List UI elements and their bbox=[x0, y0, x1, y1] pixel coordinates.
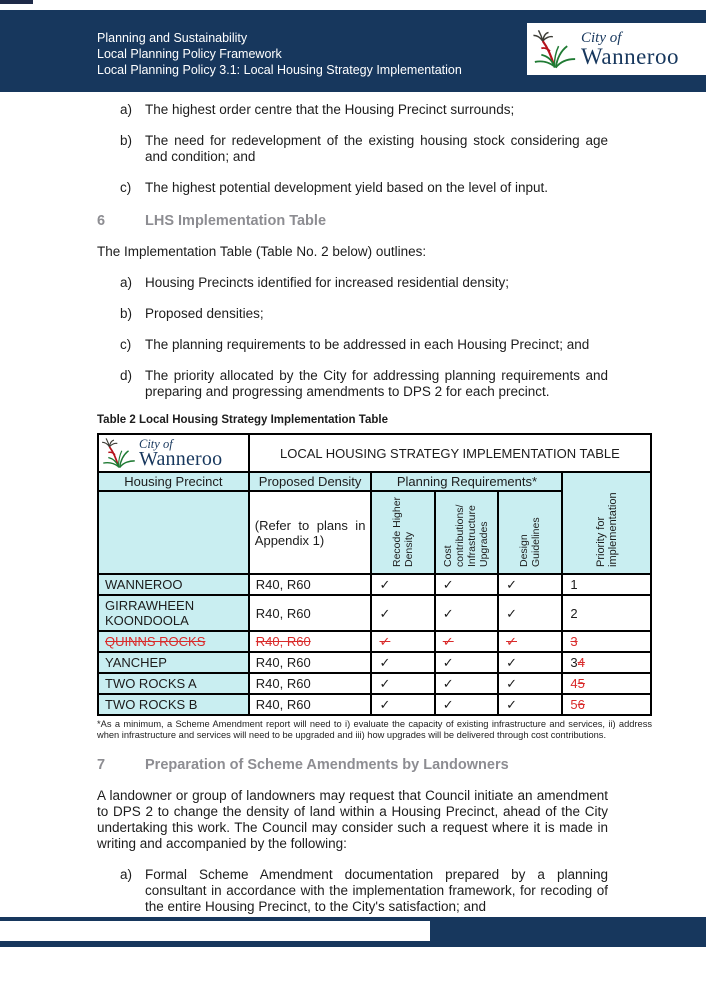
list-item bbox=[97, 133, 608, 165]
list-item bbox=[97, 275, 608, 291]
check-cell: ✓ bbox=[371, 631, 434, 652]
check-cell: ✓ bbox=[371, 574, 434, 595]
density-cell: R40, R60 bbox=[249, 631, 372, 652]
check-cell: ✓ bbox=[371, 694, 434, 715]
document-body bbox=[97, 92, 655, 946]
check-cell: ✓ bbox=[371, 652, 434, 673]
table-row bbox=[98, 595, 651, 631]
density-cell: R40, R60 bbox=[249, 673, 372, 694]
table-row bbox=[98, 652, 651, 673]
precinct-cell: GIRRAWHEEN KOONDOOLA bbox=[98, 595, 249, 631]
table-title: LOCAL HOUSING STRATEGY IMPLEMENTATION TABLE bbox=[249, 434, 651, 472]
priority-cell: 34 bbox=[562, 652, 651, 673]
list-text: The highest potential development yield based on the level of input. bbox=[145, 180, 549, 195]
list-text: The priority allocated by the City for addressing planning requirements and preparing and progressing amendments to DPS 2 for each precinct. bbox=[145, 368, 608, 399]
list-text: Proposed densities; bbox=[145, 306, 264, 321]
section-7-intro: A landowner or group of landowners may request that Council initiate an amendment to DPS 2 to change the density of land within a Housing Precinct, ahead of the City undertaking this work. The Council may consider such a request where it is made in writing and accompanied by the following: bbox=[97, 788, 608, 851]
density-note-cell: (Refer to plans in Appendix 1) bbox=[249, 491, 372, 574]
list-marker: c) bbox=[120, 180, 132, 195]
list-marker: d) bbox=[120, 368, 133, 383]
city-of-wanneroo-logo bbox=[527, 23, 706, 75]
list-text: Housing Precincts identified for increased residential density; bbox=[145, 275, 509, 290]
col-header-precinct: Housing Precinct bbox=[98, 472, 249, 491]
table-row bbox=[98, 574, 651, 595]
check-cell: ✓ bbox=[498, 595, 562, 631]
check-cell: ✓ bbox=[498, 652, 562, 673]
priority-cell: 2 bbox=[562, 595, 651, 631]
section-number: 6 bbox=[97, 213, 106, 229]
subcol-design bbox=[498, 491, 562, 574]
check-cell: ✓ bbox=[435, 673, 498, 694]
kangaroo-paw-logo-icon bbox=[532, 26, 578, 72]
list-text: The planning requirements to be addressed in each Housing Precinct; and bbox=[145, 337, 590, 352]
list-item bbox=[97, 368, 608, 400]
list-item bbox=[97, 337, 608, 353]
table-row bbox=[98, 694, 651, 715]
section-7-heading bbox=[97, 757, 655, 774]
check-cell: ✓ bbox=[371, 673, 434, 694]
check-cell: ✓ bbox=[435, 631, 498, 652]
table-row-deleted bbox=[98, 631, 651, 652]
col-header-priority bbox=[562, 472, 651, 574]
logo-city-of-text: City of bbox=[581, 29, 622, 46]
section-title: LHS Implementation Table bbox=[145, 213, 327, 229]
check-cell: ✓ bbox=[435, 574, 498, 595]
logo-wanneroo-text: Wanneroo bbox=[581, 43, 679, 69]
table-footnote: *As a minimum, a Scheme Amendment report will need to i) evaluate the capacity of existing infrastructure and services, ii) address when infrastructure and services will need to be upgraded and iii) how upgrades will be delivered through cost contributions. bbox=[97, 719, 652, 740]
table-caption: Table 2 Local Housing Strategy Implementation Table bbox=[97, 414, 388, 426]
table-logo-row bbox=[98, 434, 651, 472]
col-header-planning: Planning Requirements* bbox=[371, 472, 562, 491]
section-title: Preparation of Scheme Amendments by Landowners bbox=[145, 757, 509, 773]
rotated-header-text: Priority for implementation bbox=[594, 492, 619, 567]
check-cell: ✓ bbox=[435, 694, 498, 715]
logo-wanneroo-text: Wanneroo bbox=[139, 448, 223, 470]
deleted-priority: 6 bbox=[577, 697, 585, 712]
check-cell: ✓ bbox=[435, 595, 498, 631]
density-cell: R40, R60 bbox=[249, 574, 372, 595]
priority-cell: 3 bbox=[562, 631, 651, 652]
list-item bbox=[97, 306, 608, 322]
list-text: Formal Scheme Amendment documentation prepared by a planning consultant in accordance with the implementation framework, for recoding of the entire Housing Precinct, to the City's satisfaction; and bbox=[145, 867, 608, 914]
col-header-density: Proposed Density bbox=[249, 472, 372, 491]
rotated-header-text: Recode Higher Density bbox=[391, 496, 416, 567]
footer-white-panel bbox=[0, 921, 430, 941]
section-6-heading bbox=[97, 213, 655, 230]
precinct-cell: TWO ROCKS A bbox=[98, 673, 249, 694]
logo-wordmark bbox=[581, 31, 679, 68]
implementation-table bbox=[97, 433, 652, 716]
page-header-banner bbox=[0, 10, 706, 92]
table-header-row bbox=[98, 472, 651, 491]
rotated-header-text: Design Guidelines bbox=[518, 516, 543, 567]
priority-cell: 1 bbox=[562, 574, 651, 595]
footer-bar bbox=[0, 917, 706, 947]
list-marker: a) bbox=[120, 867, 133, 882]
section-6-intro: The Implementation Table (Table No. 2 below) outlines: bbox=[97, 244, 427, 259]
precinct-cell: YANCHEP bbox=[98, 652, 249, 673]
density-cell: R40, R60 bbox=[249, 694, 372, 715]
density-cell: R40, R60 bbox=[249, 595, 372, 631]
precinct-cell: TWO ROCKS B bbox=[98, 694, 249, 715]
header-line-policy: Local Planning Policy 3.1: Local Housing Strategy Implementation bbox=[97, 63, 462, 77]
header-line-department: Planning and Sustainability bbox=[97, 31, 248, 45]
check-cell: ✓ bbox=[498, 631, 562, 652]
check-cell: ✓ bbox=[435, 652, 498, 673]
table-row bbox=[98, 673, 651, 694]
list-marker: a) bbox=[120, 275, 133, 290]
list-marker: b) bbox=[120, 306, 133, 321]
priority-cell: 45 bbox=[562, 673, 651, 694]
scan-artifact bbox=[0, 0, 33, 4]
subcol-recode bbox=[371, 491, 434, 574]
density-cell: R40, R60 bbox=[249, 652, 372, 673]
check-cell: ✓ bbox=[371, 595, 434, 631]
precinct-cell: WANNEROO bbox=[98, 574, 249, 595]
kangaroo-paw-logo-icon bbox=[101, 436, 137, 470]
header-line-framework: Local Planning Policy Framework bbox=[97, 47, 282, 61]
precinct-cell: QUINNS ROCKS bbox=[98, 631, 249, 652]
empty-precinct-header-cell bbox=[98, 491, 249, 574]
header-text-block bbox=[97, 30, 462, 78]
rotated-header-text: Cost contributions/ Infrastructure Upgrades bbox=[442, 504, 491, 567]
subcol-cost bbox=[435, 491, 498, 574]
list-item bbox=[97, 102, 608, 118]
section-number: 7 bbox=[97, 757, 106, 773]
check-cell: ✓ bbox=[498, 673, 562, 694]
table-logo-cell bbox=[98, 434, 249, 472]
logo-city-of-text: City of bbox=[139, 437, 173, 451]
priority-cell: 56 bbox=[562, 694, 651, 715]
list-marker: a) bbox=[120, 102, 133, 117]
check-cell: ✓ bbox=[498, 574, 562, 595]
deleted-priority: 4 bbox=[577, 655, 585, 670]
deleted-priority: 5 bbox=[577, 676, 585, 691]
list-item bbox=[97, 180, 608, 196]
list-item bbox=[97, 867, 608, 915]
list-text: The highest order centre that the Housing Precinct surrounds; bbox=[145, 102, 515, 117]
logo-wordmark bbox=[139, 438, 222, 468]
list-text: The need for redevelopment of the existing housing stock considering age and condition; and bbox=[145, 133, 608, 164]
check-cell: ✓ bbox=[498, 694, 562, 715]
list-marker: b) bbox=[120, 133, 133, 148]
list-marker: c) bbox=[120, 337, 132, 352]
